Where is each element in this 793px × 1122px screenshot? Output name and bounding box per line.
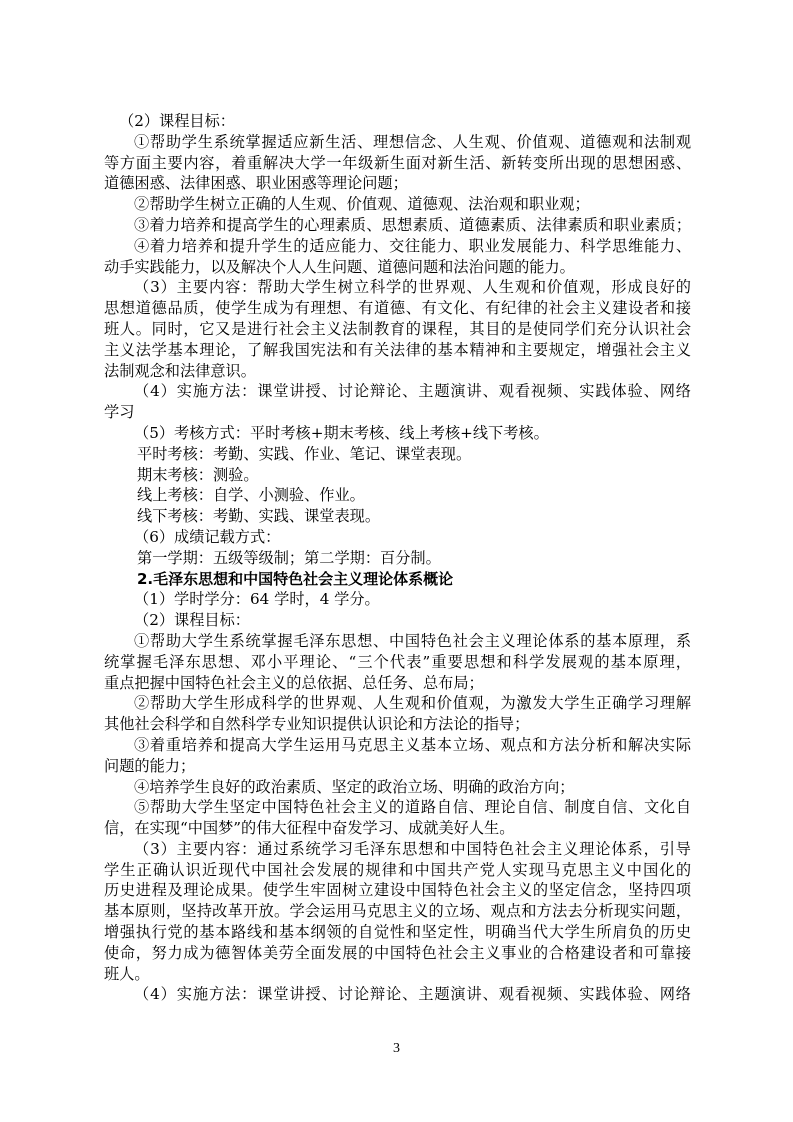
text-line: 信，在实现“中国梦”的伟大征程中奋发学习、成就美好人生。 xyxy=(104,819,515,838)
text-line: 重点把握中国特色社会主义的总依据、总任务、总布局； xyxy=(104,673,484,692)
page-number: 3 xyxy=(393,1041,400,1056)
text-line: 统掌握毛泽东思想、邓小平理论、“三个代表”重要思想和科学发展观的基本原理， xyxy=(104,652,691,671)
text-line: （6）成绩记载方式： xyxy=(134,527,281,546)
text-line: ②帮助大学生形成科学的世界观、人生观和价值观，为激发大学生正确学习理解 xyxy=(134,694,691,713)
text-line: （2）课程目标： xyxy=(119,112,235,130)
text-line: ③着重培养和提高大学生运用马克思主义基本立场、观点和方法分析和解决实际 xyxy=(134,735,691,754)
text-line: ③着力培养和提高学生的心理素质、思想素质、道德素质、法律素质和职业素质； xyxy=(134,215,691,234)
text-line: ②帮助学生树立正确的人生观、价值观、道德观、法治观和职业观； xyxy=(134,195,590,214)
page-body xyxy=(104,111,691,1005)
text-line: （4）实施方法：课堂讲授、讨论辩论、主题演讲、观看视频、实践体验、网络 xyxy=(134,382,691,401)
text-line: ④培养学生良好的政治素质、坚定的政治立场、明确的政治方向； xyxy=(134,777,575,796)
text-line: （2）课程目标： xyxy=(134,611,250,630)
text-line: 使命，努力成为德智体美劳全面发展的中国特色社会主义事业的合格建设者和可靠接 xyxy=(104,943,691,962)
text-line: （4）实施方法：课堂讲授、讨论辩论、主题演讲、观看视频、实践体验、网络 xyxy=(134,985,691,1004)
text-line: 线下考核：考勤、实践、课堂表现。 xyxy=(137,507,380,526)
text-line: 学习 xyxy=(104,403,135,422)
text-line: 问题的能力； xyxy=(104,756,196,775)
text-line: 线上考核：自学、小测验、作业。 xyxy=(137,486,365,505)
text-line: 第一学期：五级等级制；第二学期：百分制。 xyxy=(137,548,441,567)
text-line: （1）学时学分：64 学时，4 学分。 xyxy=(134,590,380,609)
text-line: 增强执行党的基本路线和基本纲领的自觉性和坚定性，明确当代大学生所肩负的历史 xyxy=(104,923,691,942)
text-line: 班人。同时，它又是进行社会主义法制教育的课程，其目的是使同学们充分认识社会 xyxy=(104,319,691,338)
text-line: 平时考核：考勤、实践、作业、笔记、课堂表现。 xyxy=(137,444,472,463)
text-line: 基本原则，坚持改革开放。学会运用马克思主义的立场、观点和方法去分析现实问题， xyxy=(104,902,691,921)
text-line: 动手实践能力，以及解决个人人生问题、道德问题和法治问题的能力。 xyxy=(104,257,575,276)
text-line: 学生正确认识近现代中国社会发展的规律和中国共产党人实现马克思主义中国化的 xyxy=(104,860,691,879)
text-line: 班人。 xyxy=(104,964,150,983)
text-line: 思想道德品质，使学生成为有理想、有道德、有文化、有纪律的社会主义建设者和接 xyxy=(104,299,691,318)
text-line: （5）考核方式：平时考核+期末考核、线上考核+线下考核。 xyxy=(134,423,549,442)
text-line: ①帮助学生系统掌握适应新生活、理想信念、人生观、价值观、道德观和法制观 xyxy=(134,132,691,151)
text-line: （3）主要内容：帮助大学生树立科学的世界观、人生观和价值观，形成良好的 xyxy=(134,278,691,297)
text-line: （3）主要内容：通过系统学习毛泽东思想和中国特色社会主义理论体系，引导 xyxy=(134,839,691,858)
text-line: ①帮助大学生系统掌握毛泽东思想、中国特色社会主义理论体系的基本原理，系 xyxy=(134,631,691,650)
text-line: ④着力培养和提升学生的适应能力、交往能力、职业发展能力、科学思维能力、 xyxy=(134,236,691,255)
text-line: 期末考核：测验。 xyxy=(137,465,259,484)
text-line: 道德困惑、法律困惑、职业困惑等理论问题； xyxy=(104,174,408,193)
text-line: 历史进程及理论成果。使学生牢固树立建设中国特色社会主义的坚定信念，坚持四项 xyxy=(104,881,691,900)
section-heading: 2.毛泽东思想和中国特色社会主义理论体系概论 xyxy=(137,569,454,588)
text-line: 法制观念和法律意识。 xyxy=(104,361,256,380)
text-line: ⑤帮助大学生坚定中国特色社会主义的道路自信、理论自信、制度自信、文化自 xyxy=(134,798,691,817)
text-line: 其他社会科学和自然科学专业知识提供认识论和方法论的指导； xyxy=(104,715,530,734)
text-line: 等方面主要内容，着重解决大学一年级新生面对新生活、新转变所出现的思想困惑、 xyxy=(104,153,691,172)
text-line: 主义法学基本理论，了解我国宪法和有关法律的基本精神和主要规定，增强社会主义 xyxy=(104,340,691,359)
